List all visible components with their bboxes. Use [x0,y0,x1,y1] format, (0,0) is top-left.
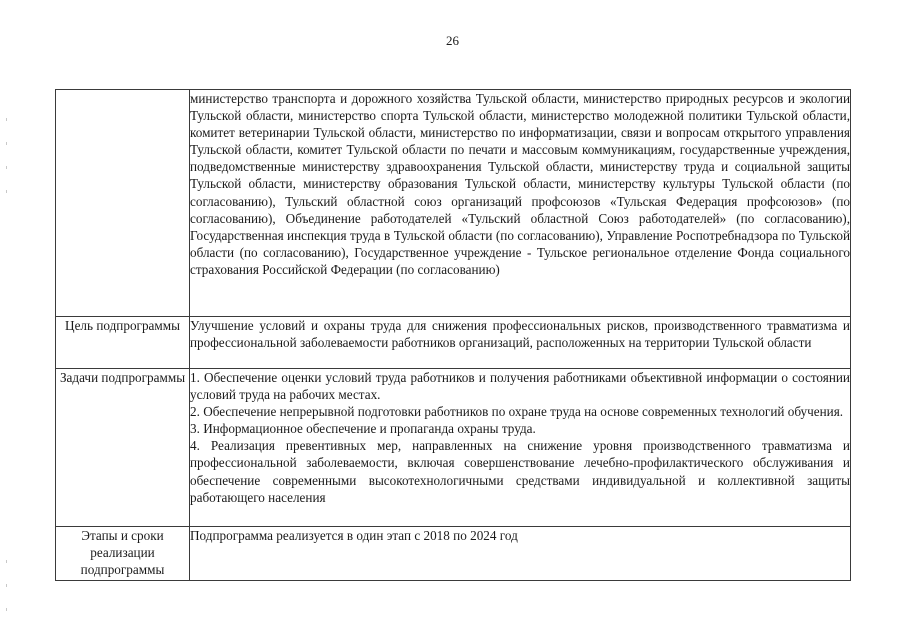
table-row-stages [56,527,851,581]
subprogram-passport-table [55,89,851,581]
stages-content-cell: Подпрограмма реализуется в один этап с 2018 по 2024 год [190,527,851,581]
tasks-label-cell: Задачи подпрограммы [56,369,190,527]
task-item-3: 3. Информационное обеспечение и пропаганда охраны труда. [190,421,536,437]
goal-label-cell: Цель подпрограммы [56,317,190,369]
page-number: 26 [446,33,459,48]
tasks-content-cell [190,369,851,527]
task-item-1: 1. Обеспечение оценки условий труда работников и получения работниками объективной информации о состоянии условий труда на рабочих местах. [190,370,850,403]
table-row-goal [56,317,851,369]
stages-label-cell: Этапы и сроки реализации подпрограммы [56,527,190,581]
goal-content-cell: Улучшение условий и охраны труда для снижения профессиональных рисков, производственного травматизма и профессиональной заболеваемости работников организаций, расположенных на территории Тульской области [190,317,851,369]
executors-content-cell: министерство транспорта и дорожного хозяйства Тульской области, министерство природных ресурсов и экологии Тульской области, министерство спорта Тульской области, министерство молодежной политики Тульской области, комитет ветеринарии Тульской области, министерство по информатизации, связи и вопросам открытого управления Тульской области, комитет Тульской области по печати и массовым коммуникациям, государственные учреждения, подведомственные министерству здравоохранения Тульской области, министерству труда и социальной защиты Тульской области, министерству образования Тульской области, министерству культуры Тульской области (по согласованию), Тульский областной союз организаций профсоюзов «Тульская Федерация профсоюзов» (по согласованию), Объединение работодателей «Тульский областной Союз работодателей» (по согласованию), Государственная инспекция труда в Тульской области (по согласованию), Управление Роспотребнадзора по Тульской области (по согласованию), Государственное учреждение - Тульское региональное отделение Фонда социального страхования Российской Федерации (по согласованию) [190,90,851,317]
table-row-tasks [56,369,851,527]
task-item-4: 4. Реализация превентивных мер, направленных на снижение уровня производственного травматизма и профессиональной заболеваемости, включая совершенствование лечебно-профилактического обслуживания и обеспечение современными высокотехнологичными средствами индивидуальной и коллективной защиты работающего населения [190,438,850,505]
executors-label-cell [56,90,190,317]
table-row-executors [56,90,851,317]
task-item-2: 2. Обеспечение непрерывной подготовки работников по охране труда на основе современных технологий обучения. [190,404,844,420]
scan-edge-marks [6,0,8,640]
